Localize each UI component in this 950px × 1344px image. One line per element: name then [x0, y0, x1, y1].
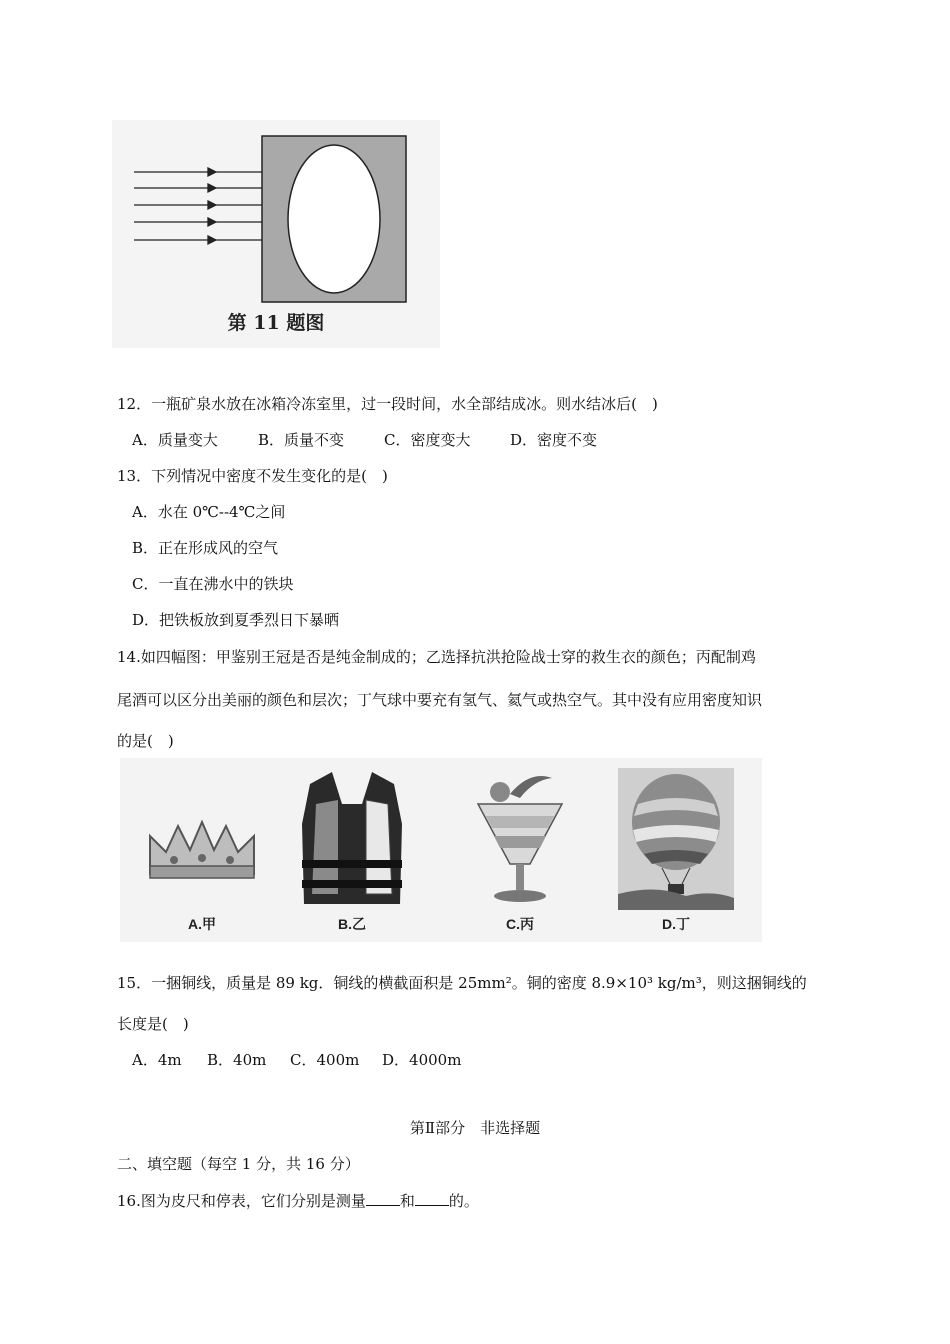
question-12-stem: 12．一瓶矿泉水放在冰箱冷冻室里，过一段时间，水全部结成冰。则水结冰后( ) — [117, 395, 658, 413]
option-d: D．把铁板放到夏季烈日下暴晒 — [132, 611, 340, 629]
option-d: D．密度不变 — [510, 431, 598, 449]
question-14-stem-line-2: 尾酒可以区分出美丽的颜色和层次；丁气球中要充有氢气、氦气或热空气。其中没有应用密度知识 — [117, 691, 763, 709]
figure-14 — [120, 758, 762, 942]
figure-14-item-b — [292, 764, 412, 934]
question-15-options — [132, 1049, 461, 1070]
question-14-stem-line-1: 14.如四幅图：甲鉴别王冠是否是纯金制成的；乙选择抗洪抢险战士穿的救生衣的颜色；丙配制鸡 — [117, 648, 756, 666]
crown-icon — [142, 764, 262, 904]
section-heading: 二、填空题（每空 1 分，共 16 分） — [117, 1155, 360, 1173]
option-a: A．质量变大 — [132, 431, 218, 449]
hot-air-balloon-icon — [616, 764, 736, 914]
cocktail-icon — [460, 764, 580, 914]
question-16-suffix: 的。 — [448, 1192, 479, 1210]
part-2-title: 第Ⅱ部分 非选择题 — [409, 1119, 541, 1137]
answer-blank-2[interactable] — [415, 1191, 449, 1206]
question-16 — [117, 1190, 479, 1211]
option-c: C．一直在沸水中的铁块 — [132, 575, 294, 593]
option-c: C．400m — [290, 1051, 360, 1069]
option-a: A．水在 0℃--4℃之间 — [132, 503, 286, 521]
option-b: B．质量不变 — [258, 431, 345, 449]
question-16-middle: 和 — [399, 1192, 415, 1210]
question-15-stem-line-2: 长度是( ) — [117, 1015, 189, 1033]
option-d: D．4000m — [382, 1051, 462, 1069]
question-13-stem: 13．下列情况中密度不发生变化的是( ) — [117, 467, 388, 485]
answer-blank-1[interactable] — [366, 1191, 400, 1206]
question-12-options — [132, 429, 597, 450]
figure-14-label-c: C.丙 — [506, 916, 534, 932]
figure-11 — [112, 120, 440, 348]
option-b: B．正在形成风的空气 — [132, 539, 279, 557]
figure-14-item-c — [460, 764, 580, 934]
figure-11-caption: 第 11 题图 — [227, 312, 325, 334]
question-14-stem-line-3: 的是( ) — [117, 732, 174, 750]
option-a: A．4m — [132, 1051, 182, 1069]
figure-14-label-a: A.甲 — [188, 916, 216, 932]
question-15-stem-line-1: 15．一捆铜线，质量是 89 kg．铜线的横截面积是 25mm²。铜的密度 8.9×10³ kg/m³，则这捆铜线的 — [117, 974, 807, 992]
option-b: B．40m — [207, 1051, 267, 1069]
figure-14-label-b: B.乙 — [338, 916, 366, 932]
life-vest-icon — [292, 764, 412, 914]
option-c: C．密度变大 — [384, 431, 471, 449]
figure-14-label-d: D.丁 — [662, 916, 690, 932]
question-16-prefix: 16.图为皮尺和停表，它们分别是测量 — [117, 1192, 366, 1210]
light-rays-through-ice-diagram — [112, 120, 440, 310]
figure-14-item-d — [616, 764, 736, 934]
figure-14-item-a — [142, 764, 262, 934]
